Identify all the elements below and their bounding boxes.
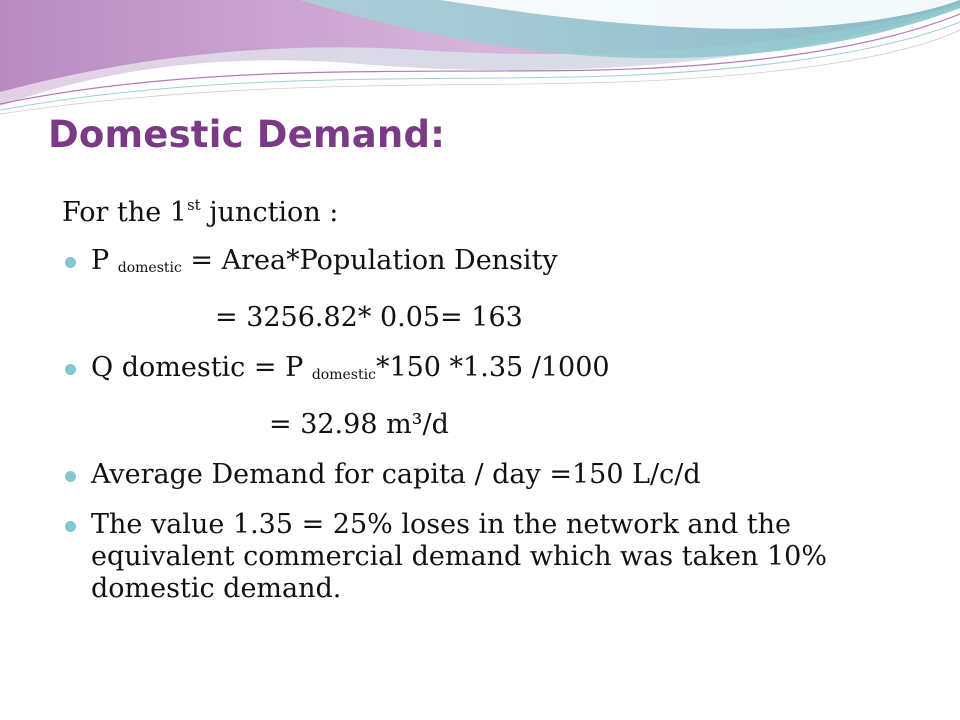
bullet-value-note	[62, 509, 922, 605]
intro-prefix: For the 1	[62, 197, 187, 228]
p-domestic-symbol: P	[91, 245, 118, 276]
p-domestic-formula: = Area*Population Density	[181, 245, 558, 276]
bullet-dot-icon	[65, 257, 76, 268]
bullet-dot-icon	[65, 521, 76, 532]
q-domestic-formula: *150 *1.35 /1000	[375, 352, 610, 383]
bullet-q-domestic	[62, 352, 922, 391]
value-note-text: The value 1.35 = 25% loses in the network and the equivalent commercial demand which was taken 10% domestic demand.	[91, 509, 827, 604]
slide-content	[62, 189, 922, 605]
slide-title: Domestic Demand:	[48, 113, 446, 156]
p-domestic-calculation: = 3256.82* 0.05= 163	[215, 302, 523, 333]
bullet-dot-icon	[65, 364, 76, 375]
bullet-dot-icon	[65, 471, 76, 482]
bullet-average-demand	[62, 459, 922, 491]
intro-suffix: junction :	[200, 197, 339, 228]
decorative-header-banner	[0, 0, 960, 120]
intro-superscript: st	[186, 196, 201, 214]
q-domestic-prefix: Q domestic = P	[91, 352, 312, 383]
p-domestic-subscript: domestic	[117, 260, 182, 276]
average-demand-text: Average Demand for capita / day =150 L/c/d	[91, 459, 701, 490]
bullet-p-domestic	[62, 245, 922, 284]
q-domestic-subscript: domestic	[311, 367, 376, 383]
q-domestic-calculation: = 32.98 m³/d	[269, 409, 449, 440]
intro-line	[62, 189, 922, 229]
